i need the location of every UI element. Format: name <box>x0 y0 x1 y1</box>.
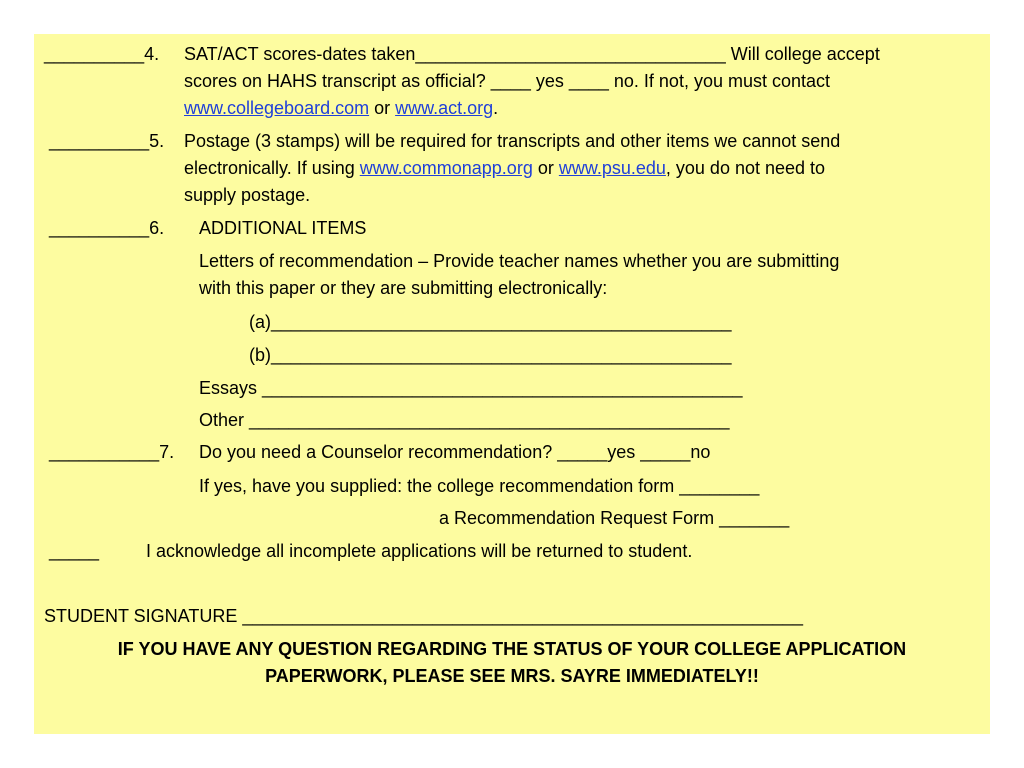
item5-line1: Postage (3 stamps) will be required for transcripts and other items we cannot send <box>184 131 841 151</box>
collegeboard-link[interactable]: www.collegeboard.com <box>184 98 370 118</box>
item5-blank-line[interactable]: __________5. <box>49 131 165 151</box>
ack-text: I acknowledge all incomplete applications will be returned to student. <box>146 541 693 561</box>
request-form-line[interactable]: a Recommendation Request Form _______ <box>439 508 790 528</box>
item4-line3: www.collegeboard.com or www.act.org. <box>184 98 499 118</box>
act-link[interactable]: www.act.org <box>395 98 494 118</box>
item6-title: ADDITIONAL ITEMS <box>199 218 367 238</box>
item5-line3: supply postage. <box>184 185 311 205</box>
item4-line1: SAT/ACT scores-dates taken_______________________________ Will college accept <box>184 44 880 64</box>
if-yes-line[interactable]: If yes, have you supplied: the college recommendation form ________ <box>199 476 760 496</box>
notice-line2: PAPERWORK, PLEASE SEE MRS. SAYRE IMMEDIATELY!! <box>265 666 759 686</box>
item6-blank-line[interactable]: __________6. <box>49 218 165 238</box>
student-signature-line[interactable]: STUDENT SIGNATURE ________________________________________________________ <box>44 606 803 626</box>
item7-blank-line[interactable]: ___________7. <box>49 442 175 462</box>
other-field[interactable]: Other ________________________________________________ <box>199 410 730 430</box>
item4-blank-line[interactable]: __________4. <box>44 44 160 64</box>
letters-line1: Letters of recommendation – Provide teacher names whether you are submitting <box>199 251 840 271</box>
form-panel <box>34 34 990 734</box>
recommendation-b-field[interactable]: (b)______________________________________________ <box>249 345 732 365</box>
ack-blank-line[interactable]: _____ <box>49 541 100 561</box>
psu-link[interactable]: www.psu.edu <box>558 158 666 178</box>
recommendation-a-field[interactable]: (a)______________________________________________ <box>249 312 732 332</box>
essays-field[interactable]: Essays ________________________________________________ <box>199 378 743 398</box>
commonapp-link[interactable]: www.commonapp.org <box>359 158 533 178</box>
item5-line2: electronically. If using www.commonapp.org or www.psu.edu, you do not need to <box>184 158 826 178</box>
letters-line2: with this paper or they are submitting electronically: <box>199 278 608 298</box>
counselor-question[interactable]: Do you need a Counselor recommendation? _____yes _____no <box>199 442 711 462</box>
item4-line2: scores on HAHS transcript as official? ____ yes ____ no. If not, you must contact <box>184 71 831 91</box>
notice-line1: IF YOU HAVE ANY QUESTION REGARDING THE STATUS OF YOUR COLLEGE APPLICATION <box>117 639 907 659</box>
